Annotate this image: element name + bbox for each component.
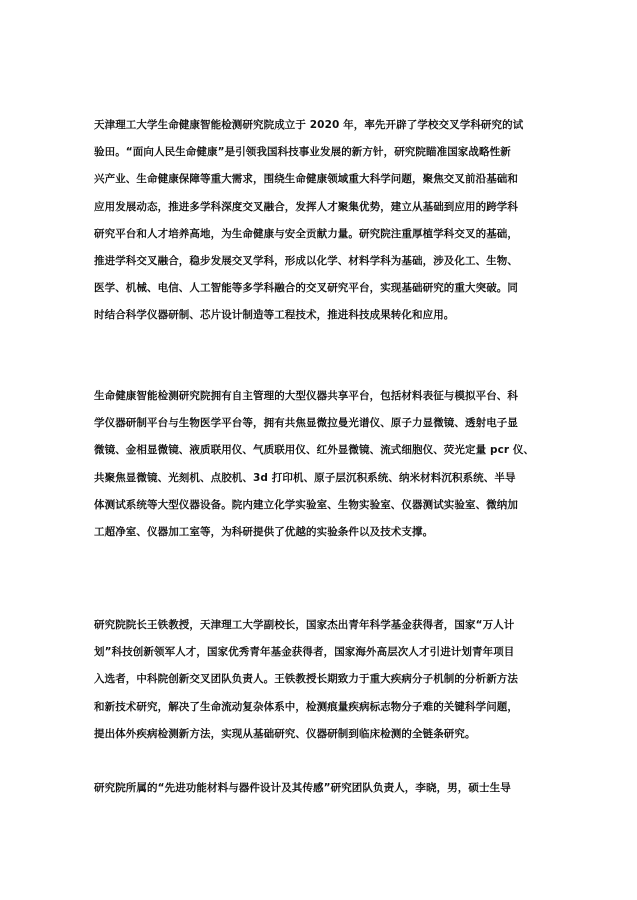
text-line: 研究院院长王铁教授，天津理工大学副校长，国家杰出青年科学基金获得者，国家“万人计 [94, 619, 515, 631]
text-line: 时结合科学仪器研制、芯片设计制造等工程技术，推进科技成果转化和应用。 [94, 309, 455, 322]
text-line: 生命健康智能检测研究院拥有自主管理的大型仪器共享平台，包括材料表征与模拟平台、科 [94, 390, 518, 402]
paragraph-institute-intro [94, 112, 546, 330]
text-line: 验田。“面向人民生命健康”是引领我国科技事业发展的新方针，研究院瞄准国家战略性新 [94, 146, 511, 159]
text-line: 推进学科交叉融合，稳步发展交叉学科，形成以化学、材料学科为基础，涉及化工、生物、 [94, 254, 518, 267]
text-line: 应用发展动态，推进多学科深度交叉融合，发挥人才聚集优势，建立从基础到应用的跨学科 [94, 200, 518, 213]
text-line: 和新技术研究，解决了生命流动复杂体系中，检测痕量疾病标志物分子难的关键科学问题， [94, 700, 518, 713]
text-line: 研究院所属的“先进功能材料与器件设计及其传感”研究团队负责人，李晓，男，硕士生导 [94, 782, 511, 794]
text-line: 天津理工大学生命健康智能检测研究院成立于 2020 年，率先开辟了学校交叉学科研究的试 [94, 119, 524, 131]
text-line: 体测试系统等大型仪器设备。院内建立化学实验室、生物实验室、仪器测试实验室、微纳加 [94, 498, 518, 511]
text-line: 提出体外疾病检测新方法，实现从基础研究、仪器研制到临床检测的全链条研究。 [94, 727, 476, 740]
text-line: 划”科技创新领军人才，国家优秀青年基金获得者，国家海外高层次人才引进计划青年项目 [94, 646, 515, 659]
paragraph-team-lead [94, 775, 546, 802]
text-line: 医学、机械、电信、人工智能等多学科融合的交叉研究平台，实现基础研究的重大突破。同 [94, 282, 518, 295]
paragraph-instrument-platform [94, 383, 546, 546]
text-line: 工超净室、仪器加工室等，为科研提供了优越的实验条件以及技术支撑。 [94, 525, 434, 538]
text-line: 共聚焦显微镜、光刻机、点胶机、3d 打印机、原子层沉积系统、纳米材料沉积系统、半导 [94, 471, 516, 484]
text-line: 研究平台和人才培养高地，为生命健康与安全贡献力量。研究院注重厚植学科交叉的基础， [94, 227, 518, 240]
text-line: 兴产业、生命健康保障等重大需求，围绕生命健康领域重大科学问题，聚焦交叉前沿基础和 [94, 173, 518, 186]
text-line: 微镜、金相显微镜、液质联用仪、气质联用仪、红外显微镜、流式细胞仪、荧光定量 pcr 仪、 [94, 444, 535, 457]
paragraph-dean-profile [94, 612, 546, 748]
text-line: 入选者，中科院创新交叉团队负责人。王铁教授长期致力于重大疾病分子机制的分析新方法 [94, 673, 518, 686]
text-line: 学仪器研制平台与生物医学平台等，拥有共焦显微拉曼光谱仪、原子力显微镜、透射电子显 [94, 417, 518, 430]
